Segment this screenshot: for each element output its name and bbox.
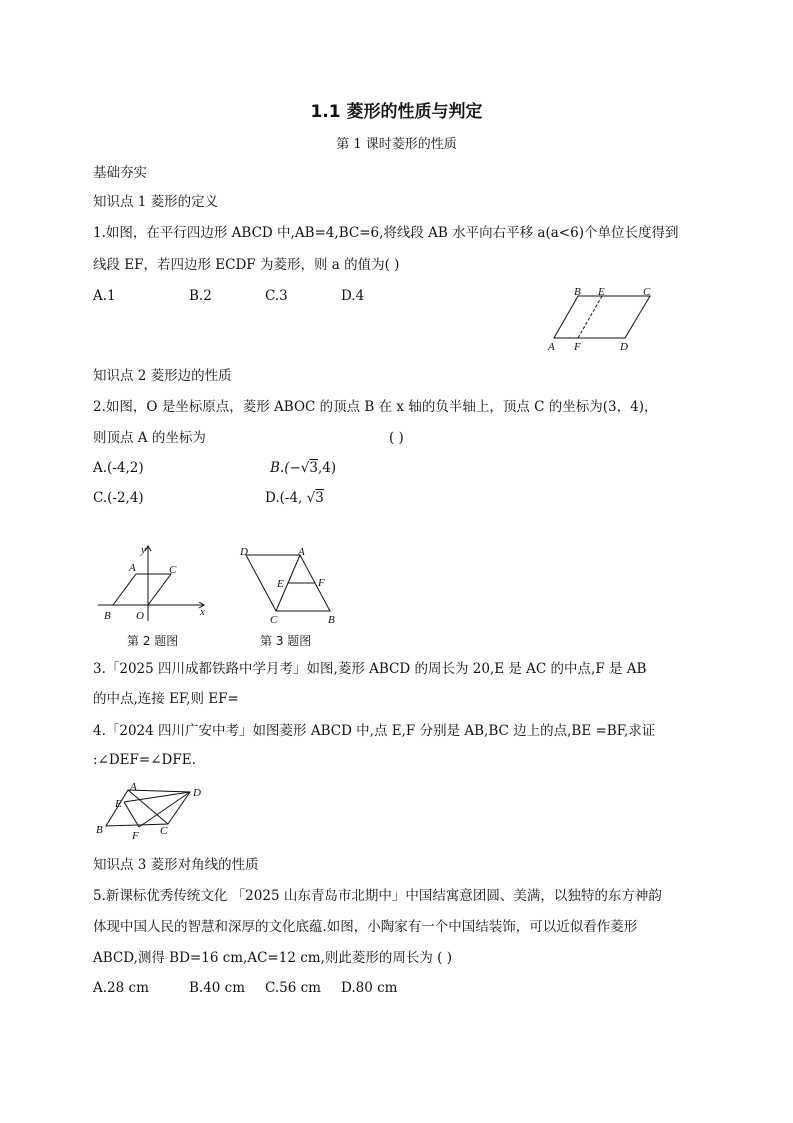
q3-line2: 的中点,连接 EF,则 EF=: [93, 691, 239, 707]
q1-option-d: D.4: [341, 288, 365, 304]
q1-option-a: A.1: [93, 288, 116, 304]
knowledge-point-3: 知识点 3 菱形对角线的性质: [93, 857, 259, 873]
q1-label-a: A: [548, 341, 555, 353]
q5-option-d: D.80 cm: [341, 980, 398, 996]
q3-line1: 3.「2025 四川成都铁路中学月考」如图,菱形 ABCD 的周长为 20,E 是 AC 的中点,F 是 AB: [93, 661, 647, 677]
fig2-label-x: x: [200, 606, 205, 618]
q1-label-b: B: [574, 286, 581, 298]
q2-paren: ( ): [389, 430, 404, 446]
q5-option-c: C.56 cm: [265, 980, 321, 996]
fig4-label-e: E: [115, 798, 122, 810]
knowledge-point-1: 知识点 1 菱形的定义: [93, 194, 219, 210]
q1-option-b: B.2: [189, 288, 212, 304]
q5-line1: 5.新课标优秀传统文化 「2025 山东青岛市北期中」中国结寓意团圆、美满，以独特的东方神韵: [93, 888, 662, 904]
q1-label-d: D: [620, 341, 628, 353]
q2-option-d-sqrt: √3: [306, 490, 324, 506]
fig4-label-a: A: [130, 781, 137, 793]
q2-option-b-sqrt: √3: [300, 460, 318, 476]
fig3-label-e: E: [277, 578, 284, 590]
fig4-label-f: F: [132, 830, 139, 842]
fig2-label-y: y: [141, 544, 146, 556]
q2-option-d-pre: D.(-4,: [265, 490, 307, 506]
q1-parallelogram-figure: [542, 284, 662, 356]
q4-rhombus-figure: [92, 780, 214, 842]
fig3-label-d: D: [240, 546, 248, 558]
q1-line2: 线段 EF，若四边形 ECDF 为菱形，则 a 的值为( ): [93, 257, 400, 273]
q2-option-a: A.(-4,2): [93, 460, 144, 476]
q5-line3: ABCD,测得 BD=16 cm,AC=12 cm,则此菱形的周长为 ( ): [93, 950, 452, 966]
fig3-label-c: C: [270, 614, 278, 625]
q1-label-c: C: [643, 286, 651, 298]
section-heading: 基础夯实: [93, 165, 147, 181]
fig4-label-c: C: [160, 825, 168, 837]
q2-coordinate-figure: [96, 543, 216, 625]
fig4-label-b: B: [96, 824, 103, 836]
page-subtitle: 第 1 课时菱形的性质: [336, 137, 457, 152]
q2-option-b: [270, 459, 336, 477]
q2-line1: 2.如图，O 是坐标原点，菱形 ABOC 的顶点 B 在 x 轴的负半轴上，顶点 C 的坐标为(3，4)，: [93, 399, 658, 415]
q2-option-c: C.(-2,4): [93, 490, 144, 506]
q3-rhombus-figure: [232, 543, 344, 625]
q5-line2: 体现中国人民的智慧和深厚的文化底蕴.如图，小陶家有一个中国结装饰，可以近似看作菱形: [93, 919, 638, 935]
fig3-label-b: B: [328, 614, 335, 625]
q2-line2: 则顶点 A 的坐标为: [93, 430, 206, 446]
fig2-caption: 第 2 题图: [127, 634, 179, 648]
q4-line1: 4.「2024 四川广安中考」如图菱形 ABCD 中,点 E,F 分别是 AB,BC 边上的点,BE =BF,求证: [93, 723, 656, 739]
q1-option-c: C.3: [265, 288, 288, 304]
fig2-label-c: C: [169, 564, 177, 576]
fig2-label-b: B: [104, 610, 111, 622]
q2-option-b-pre: B.(−: [270, 460, 301, 476]
q2-option-d: [265, 489, 324, 507]
q5-option-b: B.40 cm: [189, 980, 246, 996]
q1-label-f: F: [574, 341, 581, 353]
q5-option-a: A.28 cm: [93, 980, 149, 996]
fig2-label-a: A: [129, 562, 136, 574]
q2-option-b-radicand: 3: [309, 460, 318, 476]
q1-label-e: E: [598, 286, 605, 298]
q4-line2: :∠DEF=∠DFE.: [93, 752, 196, 768]
fig3-label-a: A: [298, 546, 305, 558]
fig3-caption: 第 3 题图: [260, 634, 312, 648]
page-title: 1.1 菱形的性质与判定: [310, 102, 483, 122]
knowledge-point-2: 知识点 2 菱形边的性质: [93, 368, 232, 384]
fig4-label-d: D: [193, 787, 201, 799]
q1-line1: 1.如图，在平行四边形 ABCD 中,AB=4,BC=6,将线段 AB 水平向右平移 a(a<6)个单位长度得到: [93, 225, 679, 241]
q2-option-d-radicand: 3: [315, 490, 324, 506]
fig2-label-o: O: [136, 610, 144, 622]
q2-option-b-post: ,4): [318, 460, 337, 476]
fig3-label-f: F: [318, 577, 325, 589]
